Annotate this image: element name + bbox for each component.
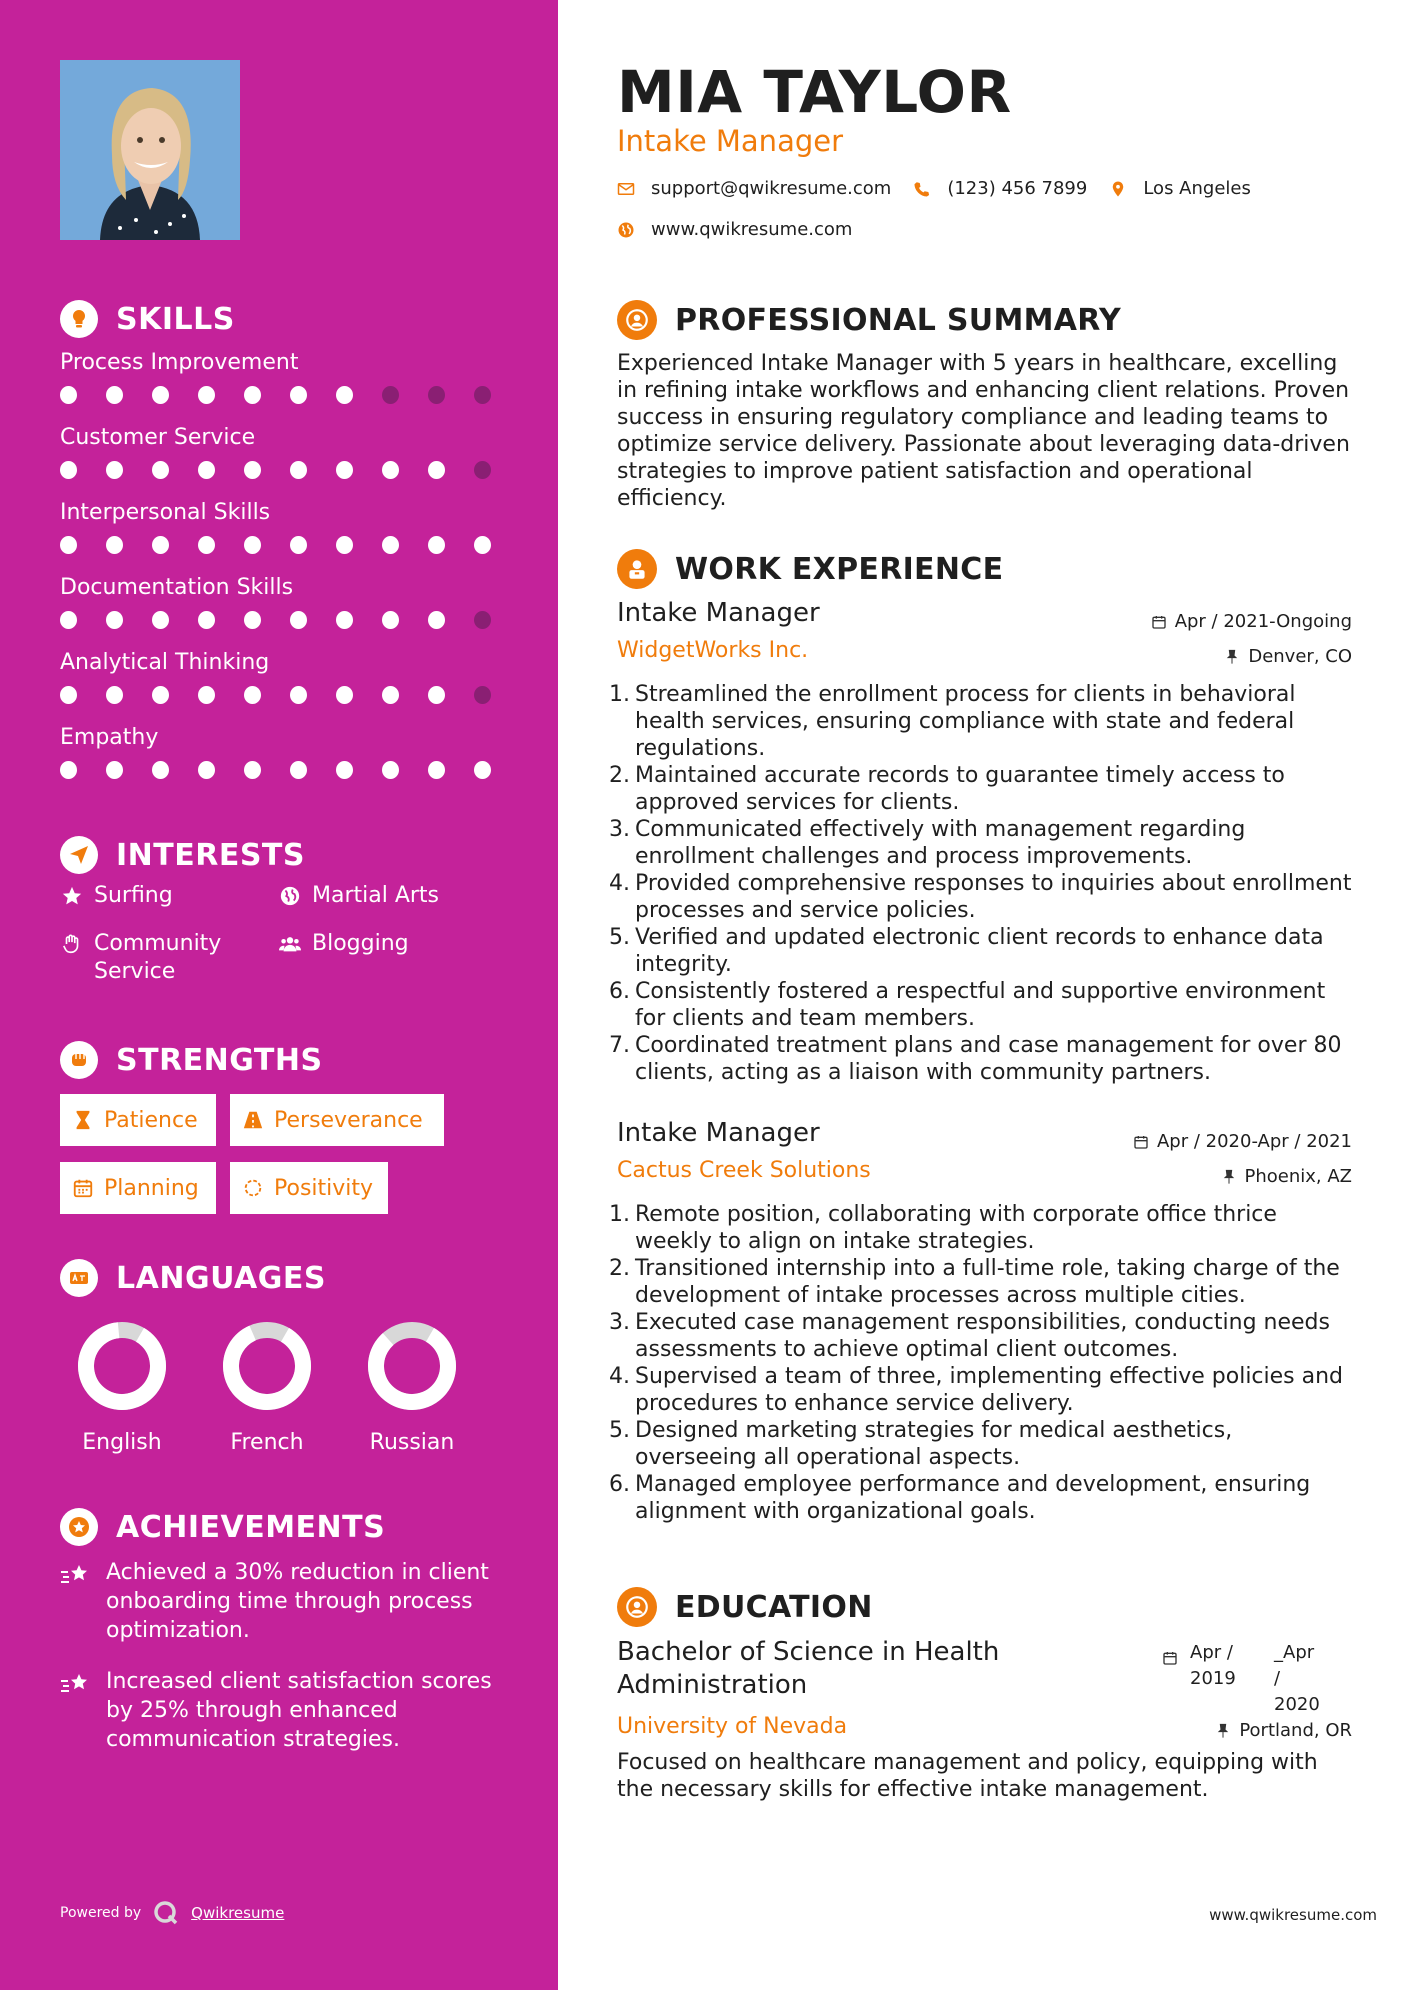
rating-dot (382, 611, 399, 629)
rating-dot (290, 386, 307, 404)
shooting-star-icon (60, 1667, 94, 1754)
skill-rating (60, 686, 520, 704)
rating-dot (336, 461, 353, 479)
summary-text: Experienced Intake Manager with 5 years in healthcare, excelling in refining intake workflows and enhancing client relations. Proven success in ensuring regulatory compliance and leading teams to optimize service delivery. Passionate about leveraging data-driven strategies to improve patient satisfaction and operational efficiency. (617, 351, 1350, 511)
rating-dot (106, 761, 123, 779)
job-entry (609, 1118, 1352, 1525)
rating-dot (336, 386, 353, 404)
bullet-text: Verified and updated electronic client records to enhance data integrity. (635, 925, 1324, 977)
language-name: English (82, 1430, 162, 1455)
email-item (617, 178, 891, 199)
rating-dot (382, 536, 399, 554)
rating-dot (152, 611, 169, 629)
bullet-text: Designed marketing strategies for medical aesthetics, overseeing all operational aspects. (635, 1418, 1233, 1470)
bullet-number: 6. (609, 979, 630, 1004)
rating-dot (474, 461, 491, 479)
rating-dot (290, 686, 307, 704)
location-text: Los Angeles (1143, 178, 1251, 199)
education-description: Focused on healthcare management and policy, equipping with the necessary skills for effective intake management. (617, 1750, 1318, 1802)
rating-dot (428, 386, 445, 404)
job-dates: Apr / 2020-Apr / 2021 (1156, 1131, 1352, 1152)
achievements-title: ACHIEVEMENTS (116, 1509, 386, 1545)
road-icon (242, 1109, 264, 1131)
language-ring (76, 1320, 168, 1412)
rating-dot (244, 611, 261, 629)
strength-label: Positivity (274, 1175, 374, 1201)
phone-text: (123) 456 7899 (947, 178, 1088, 199)
language-name: Russian (369, 1430, 455, 1455)
languages-heading (60, 1259, 326, 1297)
rating-dot (382, 686, 399, 704)
medal-star-icon (60, 1508, 98, 1546)
powered-by (60, 1898, 284, 1928)
bullet-item (609, 762, 1352, 816)
interest-label: Surfing (94, 883, 173, 908)
bullet-number: 1. (609, 682, 630, 707)
job-bullets (609, 1201, 1352, 1525)
interest-item (278, 882, 496, 910)
strengths-list (60, 1094, 500, 1230)
achievement-text: Increased client satisfaction scores by 25% through enhanced communication strategies. (106, 1669, 492, 1752)
bullet-number: 4. (609, 871, 630, 896)
skill-name: Customer Service (60, 425, 256, 450)
experience-title: WORK EXPERIENCE (675, 551, 1004, 587)
phone-item (913, 178, 1087, 199)
powered-by-label: Powered by (60, 1905, 142, 1921)
calendar-icon (1151, 614, 1167, 630)
rating-dot (244, 386, 261, 404)
skills-title: SKILLS (116, 301, 235, 337)
skills-list (60, 348, 520, 798)
rating-dot (290, 536, 307, 554)
bullet-text: Coordinated treatment plans and case management for over 80 clients, acting as a liaison with community partners. (635, 1033, 1342, 1085)
bullet-number: 6. (609, 1472, 630, 1497)
website-text[interactable]: www.qwikresume.com (651, 219, 853, 240)
phone-icon (913, 180, 931, 198)
rating-dot (106, 536, 123, 554)
achievement-item (60, 1558, 500, 1645)
interest-label: Martial Arts (312, 883, 440, 908)
bullet-number: 3. (609, 817, 630, 842)
interests-title: INTERESTS (116, 837, 305, 873)
summary-title: PROFESSIONAL SUMMARY (675, 302, 1122, 338)
envelope-icon (617, 180, 635, 198)
spinner-icon (242, 1177, 264, 1199)
languages-title: LANGUAGES (116, 1260, 326, 1296)
education-end: _Apr / 2020 (1274, 1642, 1320, 1715)
rating-dot (382, 461, 399, 479)
candidate-name: MIA TAYLOR (617, 58, 1012, 126)
interest-item (60, 882, 278, 910)
rating-dot (290, 761, 307, 779)
rating-dot (106, 461, 123, 479)
bullet-item (609, 1032, 1352, 1086)
rating-dot (106, 611, 123, 629)
language-item (57, 1320, 187, 1455)
rating-dot (198, 386, 215, 404)
bullet-text: Maintained accurate records to guarantee timely access to approved services for clients. (635, 763, 1285, 815)
bullet-number: 5. (609, 925, 630, 950)
education-location-text: Portland, OR (1239, 1720, 1352, 1741)
job-meta (1133, 1124, 1352, 1194)
bullet-item (609, 924, 1352, 978)
job-meta (1151, 604, 1352, 674)
strength-label: Planning (104, 1175, 199, 1201)
skill-item (60, 498, 520, 573)
rating-dot (290, 461, 307, 479)
job-dates: Apr / 2021-Ongoing (1174, 611, 1352, 632)
education-location (1215, 1720, 1352, 1741)
experience-heading (617, 549, 1003, 589)
rating-dot (474, 386, 491, 404)
job-location: Denver, CO (1248, 646, 1352, 667)
language-name: French (230, 1430, 304, 1455)
job-location: Phoenix, AZ (1244, 1166, 1352, 1187)
job-bullets (609, 681, 1352, 1086)
rating-dot (152, 686, 169, 704)
rating-dot (382, 761, 399, 779)
fist-icon (60, 1041, 98, 1079)
strength-label: Perseverance (274, 1107, 423, 1133)
skill-rating (60, 761, 520, 779)
job-company: WidgetWorks Inc. (617, 638, 809, 663)
skill-name: Process Improvement (60, 350, 299, 375)
bullet-item (609, 1255, 1352, 1309)
rating-dot (474, 761, 491, 779)
rating-dot (152, 761, 169, 779)
bullet-item (609, 1471, 1352, 1525)
lightbulb-icon (60, 300, 98, 338)
users-icon (278, 930, 302, 958)
rating-dot (428, 611, 445, 629)
language-ring (366, 1320, 458, 1412)
rating-dot (290, 611, 307, 629)
rating-dot (382, 386, 399, 404)
bullet-number: 3. (609, 1310, 630, 1335)
education-entry (617, 1636, 1352, 1803)
strength-tag (230, 1162, 388, 1214)
language-item (202, 1320, 332, 1455)
skill-rating (60, 536, 520, 554)
rating-dot (198, 761, 215, 779)
rating-dot (60, 386, 77, 404)
user-icon (617, 300, 657, 340)
strengths-heading (60, 1041, 323, 1079)
strengths-title: STRENGTHS (116, 1042, 323, 1078)
sidebar (0, 0, 558, 1990)
rating-dot (198, 461, 215, 479)
skill-item (60, 423, 520, 498)
bullet-text: Executed case management responsibilities, conducting needs assessments to achieve optimal client outcomes. (635, 1310, 1330, 1362)
bullet-text: Communicated effectively with management regarding enrollment challenges and process improvements. (635, 817, 1246, 869)
rating-dot (474, 686, 491, 704)
briefcase-user-icon (617, 549, 657, 589)
interest-item (278, 930, 496, 986)
job-entry (609, 598, 1352, 1086)
bullet-item (609, 1363, 1352, 1417)
bullet-number: 5. (609, 1418, 630, 1443)
rating-dot (336, 611, 353, 629)
paper-plane-icon (60, 836, 98, 874)
rating-dot (428, 686, 445, 704)
pushpin-icon (1215, 1723, 1231, 1739)
skill-name: Interpersonal Skills (60, 500, 271, 525)
skill-item (60, 723, 520, 798)
rating-dot (336, 686, 353, 704)
pushpin-icon (1224, 649, 1240, 665)
rating-dot (198, 686, 215, 704)
bullet-item (609, 1201, 1352, 1255)
rating-dot (60, 761, 77, 779)
summary-heading (617, 300, 1121, 340)
hourglass-icon (72, 1109, 94, 1131)
graduate-icon (617, 1587, 657, 1627)
skill-rating (60, 386, 520, 404)
rating-dot (428, 761, 445, 779)
rating-dot (336, 761, 353, 779)
interests-heading (60, 836, 305, 874)
bullet-number: 4. (609, 1364, 630, 1389)
main-content (609, 0, 1377, 1990)
interest-label: Blogging (312, 931, 409, 956)
degree-title: Bachelor of Science in Health Administration (617, 1637, 1000, 1700)
skill-rating (60, 611, 520, 629)
shooting-star-icon (60, 1558, 94, 1645)
interest-item (60, 930, 278, 986)
calendar-icon (1133, 1134, 1149, 1150)
website-row (617, 219, 852, 240)
map-pin-icon (1109, 180, 1127, 198)
qwikresume-logo-icon (151, 1898, 181, 1928)
pushpin-icon (1221, 1169, 1237, 1185)
bullet-text: Consistently fostered a respectful and supportive environment for clients and team members. (635, 979, 1326, 1031)
bullet-number: 1. (609, 1202, 630, 1227)
rating-dot (474, 611, 491, 629)
rating-dot (428, 461, 445, 479)
bullet-item (609, 681, 1352, 762)
bullet-text: Supervised a team of three, implementing effective policies and procedures to enhance service delivery. (635, 1364, 1344, 1416)
qwikresume-link[interactable]: Qwikresume (191, 1904, 285, 1922)
job-title: Intake Manager (617, 1118, 820, 1148)
rating-dot (336, 536, 353, 554)
interest-label: Community Service (94, 931, 222, 984)
rating-dot (106, 386, 123, 404)
achievement-text: Achieved a 30% reduction in client onboarding time through process optimization. (106, 1560, 489, 1643)
education-start: Apr / 2019 (1190, 1642, 1236, 1689)
rating-dot (198, 536, 215, 554)
rating-dot (198, 611, 215, 629)
contact-row (617, 178, 1273, 199)
school-name: University of Nevada (617, 1714, 848, 1739)
strength-tag (60, 1094, 216, 1146)
rating-dot (60, 686, 77, 704)
bullet-number: 2. (609, 1256, 630, 1281)
rating-dot (60, 611, 77, 629)
rating-dot (244, 686, 261, 704)
achievements-heading (60, 1508, 385, 1546)
rating-dot (244, 536, 261, 554)
skills-heading (60, 300, 235, 338)
skill-item (60, 648, 520, 723)
bullet-number: 2. (609, 763, 630, 788)
language-item (347, 1320, 477, 1455)
skill-name: Analytical Thinking (60, 650, 270, 675)
profile-photo (60, 60, 240, 240)
star-icon (60, 882, 84, 910)
bullet-text: Managed employee performance and development, ensuring alignment with organizational goals. (635, 1472, 1311, 1524)
email-text[interactable]: support@qwikresume.com (651, 178, 892, 199)
bullet-text: Transitioned internship into a full-time role, taking charge of the development of intake processes across multiple cities. (635, 1256, 1340, 1308)
education-heading (617, 1587, 873, 1627)
language-icon (60, 1259, 98, 1297)
bullet-item (609, 978, 1352, 1032)
strength-label: Patience (104, 1107, 198, 1133)
job-company: Cactus Creek Solutions (617, 1158, 871, 1183)
skill-item (60, 348, 520, 423)
skill-item (60, 573, 520, 648)
rating-dot (244, 761, 261, 779)
bullet-text: Remote position, collaborating with corporate office thrice weekly to align on intake strategies. (635, 1202, 1277, 1254)
rating-dot (60, 461, 77, 479)
globe-icon (617, 221, 635, 239)
language-ring (221, 1320, 313, 1412)
candidate-role: Intake Manager (617, 124, 844, 158)
skill-rating (60, 461, 520, 479)
bullet-number: 7. (609, 1033, 630, 1058)
rating-dot (152, 536, 169, 554)
rating-dot (106, 686, 123, 704)
rating-dot (152, 386, 169, 404)
bullet-text: Provided comprehensive responses to inquiries about enrollment processes and service policies. (635, 871, 1352, 923)
rating-dot (244, 461, 261, 479)
job-title: Intake Manager (617, 598, 820, 628)
rating-dot (428, 536, 445, 554)
location-item (1109, 178, 1251, 199)
rating-dot (152, 461, 169, 479)
bullet-item (609, 1309, 1352, 1363)
footer-url[interactable]: www.qwikresume.com (1209, 1906, 1377, 1924)
strength-tag (60, 1162, 216, 1214)
education-dates (1162, 1640, 1322, 1718)
rating-dot (474, 536, 491, 554)
bullet-item (609, 870, 1352, 924)
achievements-list (60, 1558, 500, 1776)
interests-list (60, 882, 500, 1006)
bullet-text: Streamlined the enrollment process for clients in behavioral health services, ensuring compliance with state and federal regulations. (635, 682, 1296, 761)
strength-tag (230, 1094, 444, 1146)
education-title: EDUCATION (675, 1589, 873, 1625)
rating-dot (60, 536, 77, 554)
skill-name: Documentation Skills (60, 575, 294, 600)
calendar-icon (1162, 1650, 1178, 1666)
bullet-item (609, 816, 1352, 870)
globe-icon (278, 882, 302, 910)
calendar-icon (72, 1177, 94, 1199)
hand-icon (60, 930, 84, 958)
bullet-item (609, 1417, 1352, 1471)
skill-name: Empathy (60, 725, 159, 750)
achievement-item (60, 1667, 500, 1754)
